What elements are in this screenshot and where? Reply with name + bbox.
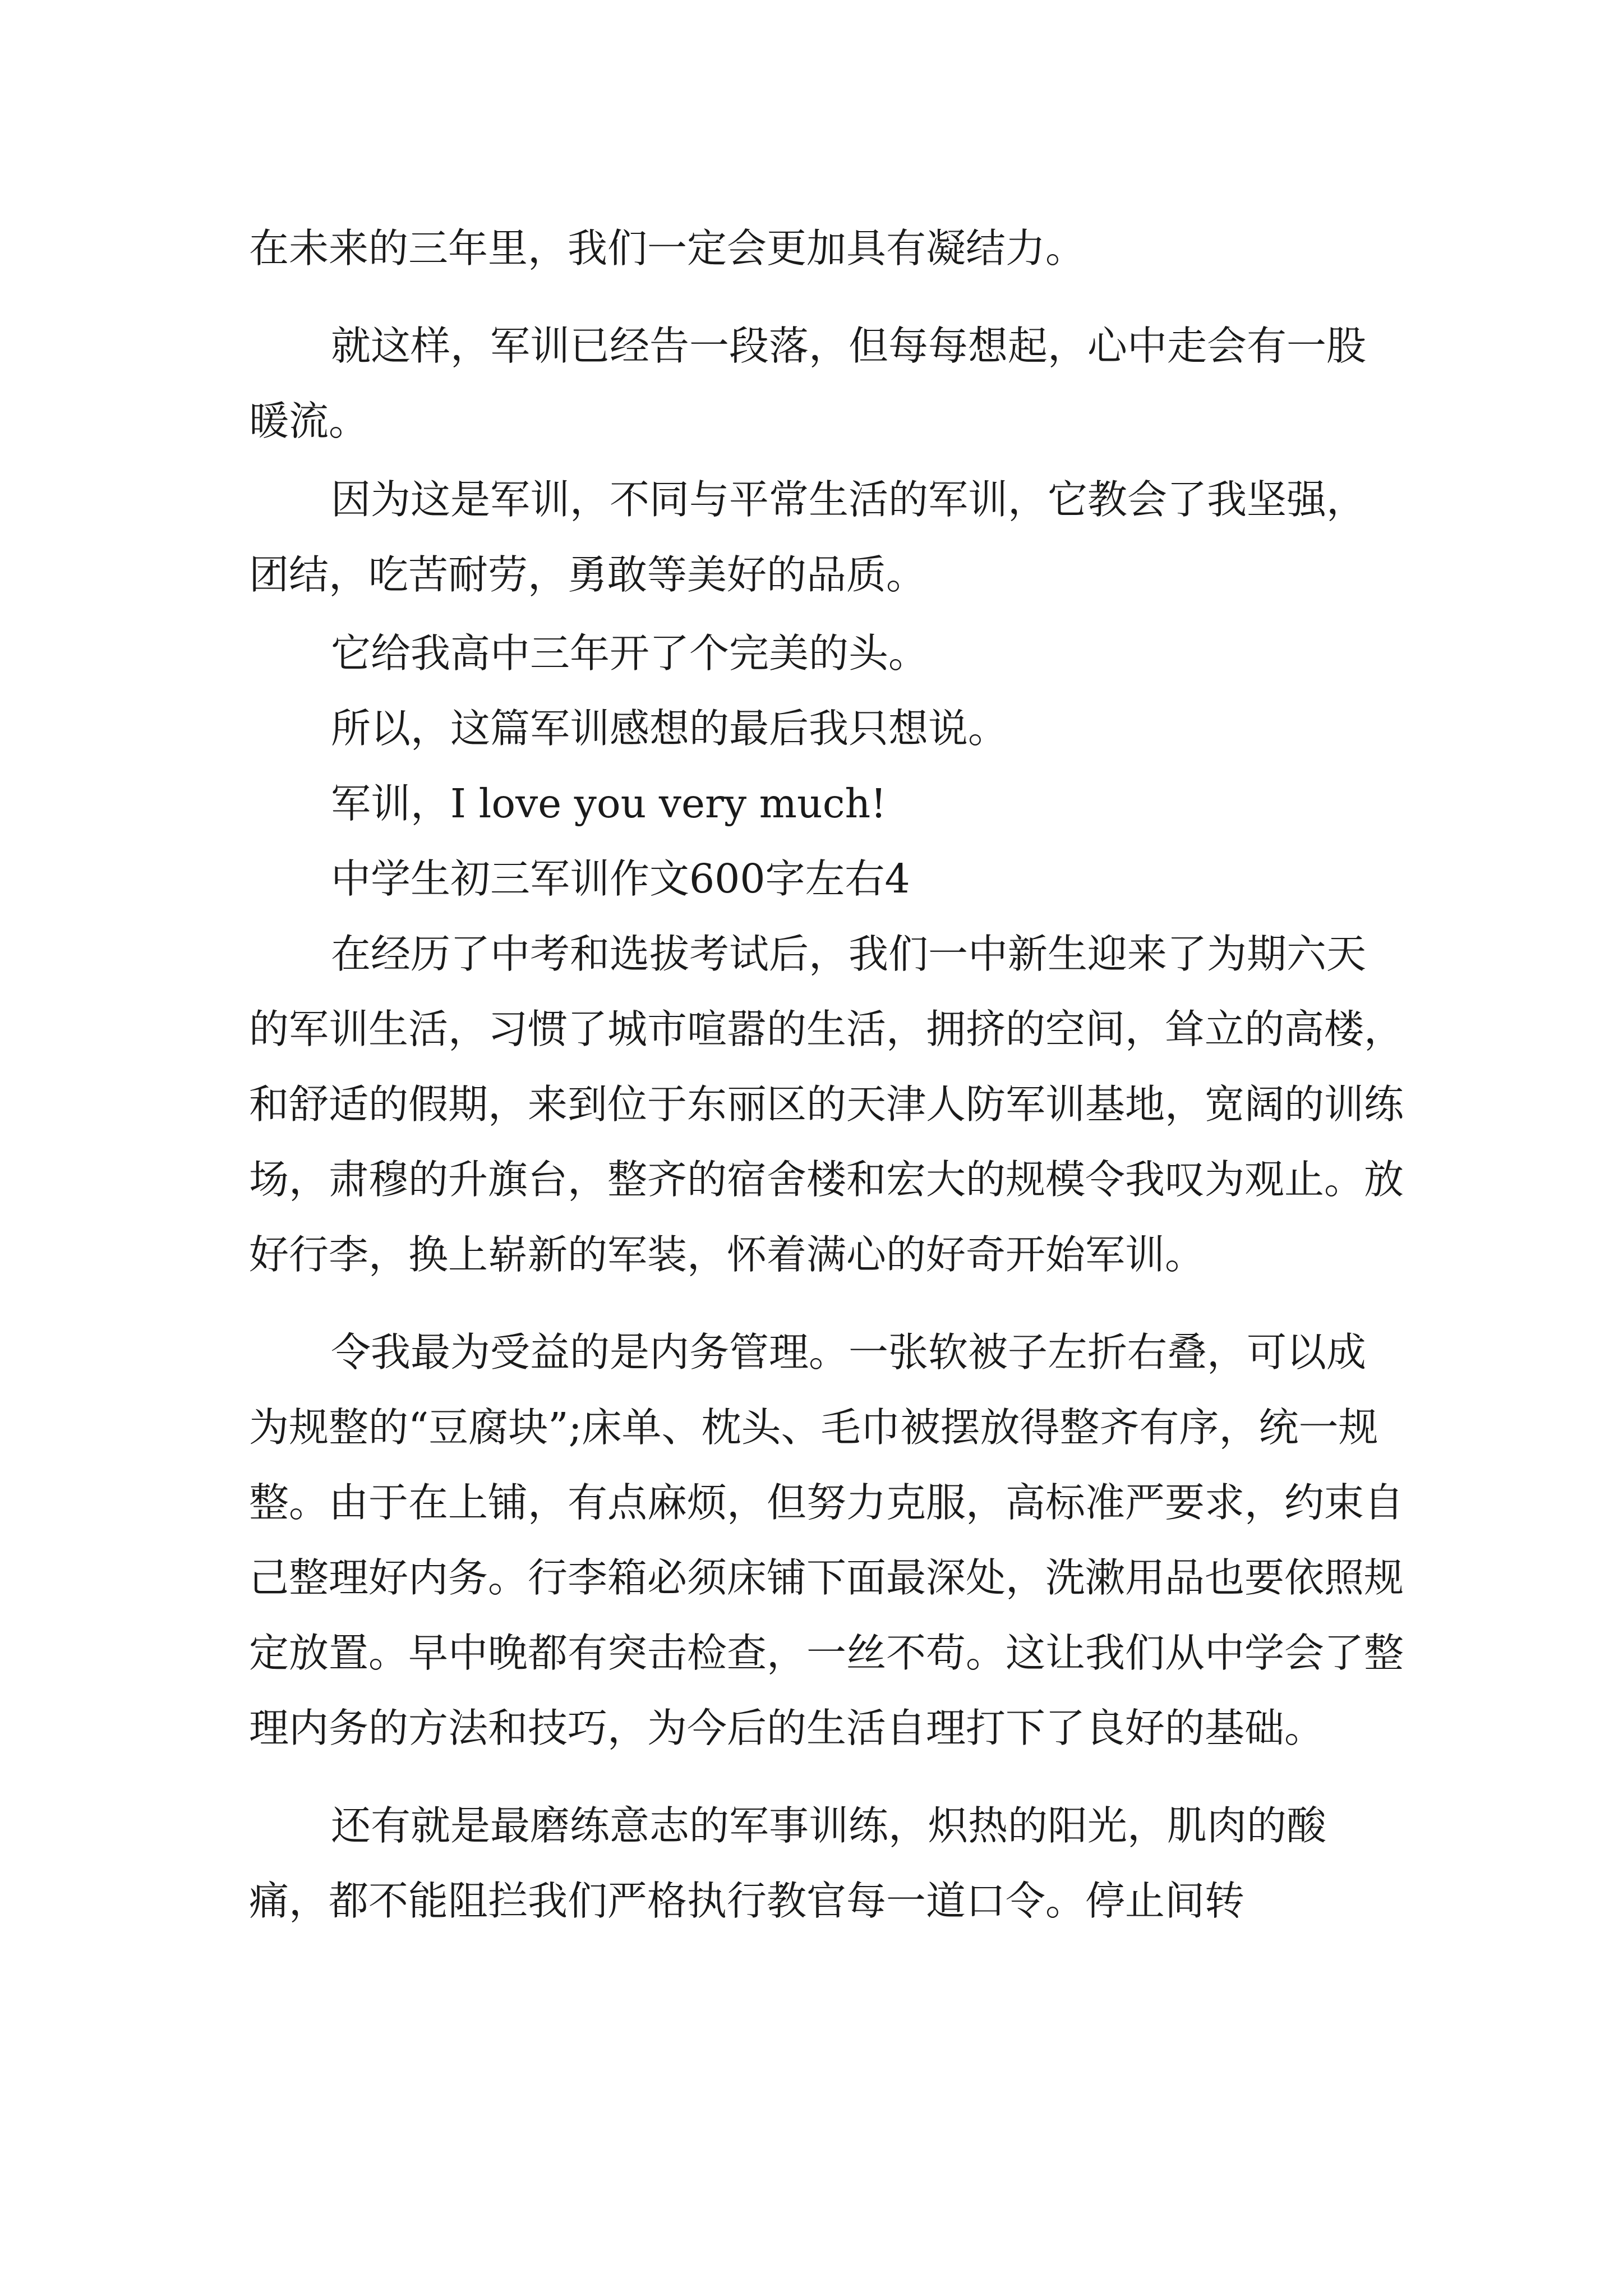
paragraph-final-words: 所以，这篇军训感想的最后我只想说。 [331,705,1008,752]
document-body [249,211,1404,1939]
paragraph-military-training-ended: 就这样，军训已经告一段落，但每每想起，心中走会有一股暖流。 [249,323,1367,444]
paragraph-perfect-start: 它给我高中三年开了个完美的头。 [331,630,929,677]
section-heading-essay-4: 中学生初三军训作文600字左右4 [331,855,910,902]
paragraph-housekeeping: 令我最为受益的是内务管理。一张软被子左折右叠，可以成为规整的“豆腐块”;床单、枕头、毛巾被摆放得整齐有序，统一规整。由于在上铺，有点麻烦，但努力克服，高标准严要求，约束自己整理好内务。行李箱必须床铺下面最深处，洗漱用品也要依照规定放置。早中晚都有突击检查，一丝不苟。这让我们从中学会了整理内务的方法和技巧，为今后的生活自理打下了良好的基础。 [249,1329,1404,1751]
paragraph-i-love-you: 军训，I love you very much! [331,780,887,827]
paragraph-military-drills: 还有就是最磨练意志的军事训练，炽热的阳光，肌肉的酸痛，都不能阻拦我们严格执行教官每一道口令。停止间转 [249,1802,1327,1924]
paragraph-continuation: 在未来的三年里，我们一定会更加具有凝结力。 [249,225,1086,272]
paragraph-training-base: 在经历了中考和选拔考试后，我们一中新生迎来了为期六天的军训生活，习惯了城市喧嚣的生活，拥挤的空间，耸立的高楼，和舒适的假期，来到位于东丽区的天津人防军训基地，宽阔的训练场，肃穆的升旗台，整齐的宿舍楼和宏大的规模令我叹为观止。放好行李，换上崭新的军装，怀着满心的好奇开始军训。 [249,931,1404,1278]
paragraph-because-military-training: 因为这是军训，不同与平常生活的军训，它教会了我坚强，团结，吃苦耐劳，勇敢等美好的品质。 [249,476,1367,598]
